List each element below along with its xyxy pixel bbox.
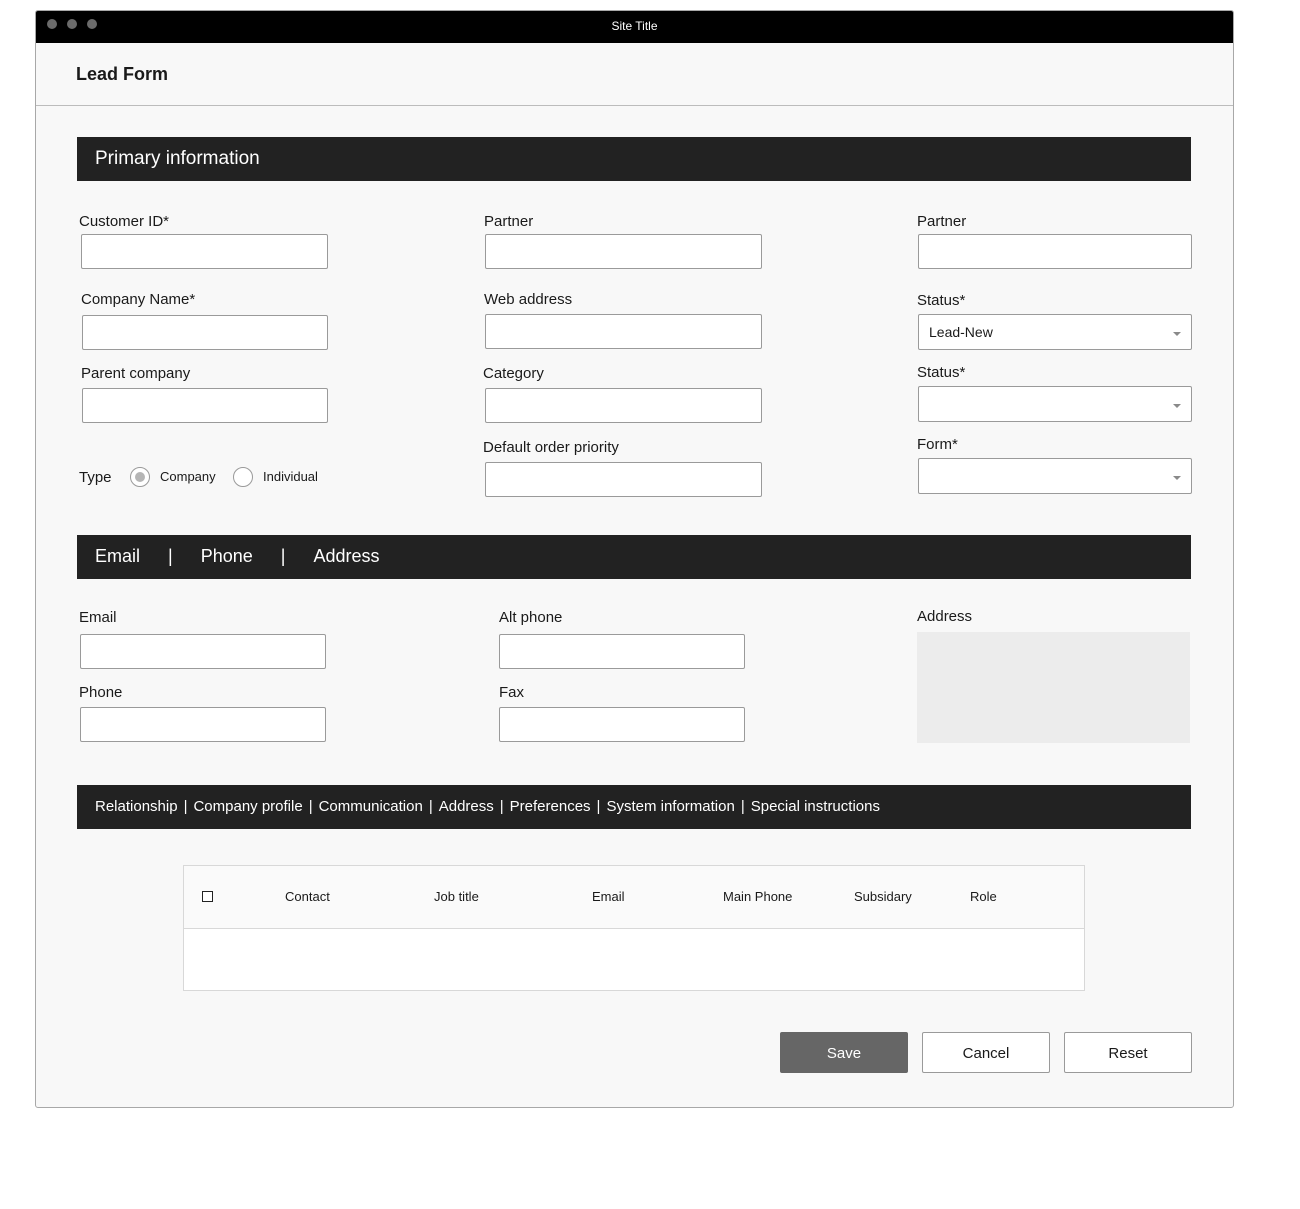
tab-company-profile[interactable]: Company profile bbox=[193, 798, 303, 815]
email-input[interactable] bbox=[80, 634, 326, 669]
tab-separator: | bbox=[183, 798, 188, 815]
column-header-main-phone[interactable]: Main Phone bbox=[723, 889, 793, 904]
partner2-input[interactable] bbox=[918, 234, 1192, 269]
phone-label: Phone bbox=[79, 684, 123, 701]
parent-company-input[interactable] bbox=[82, 388, 328, 423]
detail-tabs-bar bbox=[77, 785, 1191, 829]
fax-label: Fax bbox=[499, 684, 525, 701]
alt-phone-label: Alt phone bbox=[499, 609, 563, 626]
customer-id-label: Customer ID* bbox=[79, 213, 170, 230]
status2-label: Status* bbox=[917, 364, 966, 381]
table-header bbox=[184, 866, 1084, 929]
tab-phone[interactable]: Phone bbox=[200, 546, 253, 566]
partner-label: Partner bbox=[484, 213, 534, 230]
address-textarea[interactable] bbox=[917, 632, 1190, 743]
web-address-input[interactable] bbox=[485, 314, 762, 349]
status-label: Status* bbox=[917, 292, 966, 309]
default-order-priority-input[interactable] bbox=[485, 462, 762, 497]
default-order-priority-label: Default order priority bbox=[483, 439, 619, 456]
tab-separator: | bbox=[280, 546, 286, 566]
section-title: Primary information bbox=[95, 148, 260, 169]
page-header bbox=[36, 43, 1233, 106]
chevron-down-icon bbox=[1173, 476, 1181, 480]
tab-separator: | bbox=[428, 798, 433, 815]
primary-information-header bbox=[77, 137, 1191, 181]
type-company-label: Company bbox=[160, 469, 216, 484]
column-header-email[interactable]: Email bbox=[592, 889, 625, 904]
tab-separator: | bbox=[499, 798, 504, 815]
chevron-down-icon bbox=[1173, 404, 1181, 408]
column-header-job-title[interactable]: Job title bbox=[434, 889, 479, 904]
tab-separator: | bbox=[740, 798, 745, 815]
save-button[interactable]: Save bbox=[780, 1032, 908, 1073]
type-label: Type bbox=[79, 469, 112, 486]
status-value: Lead-New bbox=[929, 324, 993, 340]
category-input[interactable] bbox=[485, 388, 762, 423]
contact-tabs-bar bbox=[77, 535, 1191, 579]
fax-input[interactable] bbox=[499, 707, 745, 742]
page-title: Lead Form bbox=[76, 64, 169, 84]
tab-system-information[interactable]: System information bbox=[606, 798, 735, 815]
tab-relationship[interactable]: Relationship bbox=[95, 798, 178, 815]
alt-phone-input[interactable] bbox=[499, 634, 745, 669]
browser-window bbox=[35, 10, 1234, 1108]
tab-address[interactable]: Address bbox=[313, 546, 380, 566]
company-name-label: Company Name* bbox=[81, 291, 196, 308]
tab-email[interactable]: Email bbox=[95, 546, 141, 566]
form-label: Form* bbox=[917, 436, 958, 453]
chevron-down-icon bbox=[1173, 332, 1181, 336]
contacts-table bbox=[183, 865, 1085, 991]
tab-special-instructions[interactable]: Special instructions bbox=[750, 798, 880, 815]
partner-input[interactable] bbox=[485, 234, 762, 269]
column-header-subsidary[interactable]: Subsidary bbox=[854, 889, 912, 904]
select-all-checkbox[interactable] bbox=[202, 891, 213, 902]
column-header-role[interactable]: Role bbox=[970, 889, 997, 904]
type-individual-radio[interactable] bbox=[233, 467, 253, 487]
reset-button[interactable]: Reset bbox=[1064, 1032, 1192, 1073]
phone-input[interactable] bbox=[80, 707, 326, 742]
status2-select[interactable] bbox=[918, 386, 1192, 422]
address-label: Address bbox=[917, 608, 973, 625]
company-name-input[interactable] bbox=[82, 315, 328, 350]
parent-company-label: Parent company bbox=[81, 365, 191, 382]
tab-separator: | bbox=[168, 546, 173, 566]
customer-id-input[interactable] bbox=[81, 234, 328, 269]
tab-separator: | bbox=[596, 798, 601, 815]
tab-address-detail[interactable]: Address bbox=[438, 798, 494, 815]
type-company-radio[interactable] bbox=[130, 467, 150, 487]
category-label: Category bbox=[483, 365, 544, 382]
tab-separator: | bbox=[308, 798, 313, 815]
tab-communication[interactable]: Communication bbox=[318, 798, 423, 815]
tab-preferences[interactable]: Preferences bbox=[509, 798, 591, 815]
partner2-label: Partner bbox=[917, 213, 967, 230]
cancel-button[interactable]: Cancel bbox=[922, 1032, 1050, 1073]
window-title: Site Title bbox=[611, 19, 658, 33]
status-select[interactable] bbox=[918, 314, 1192, 350]
column-header-contact[interactable]: Contact bbox=[285, 889, 330, 904]
form-select[interactable] bbox=[918, 458, 1192, 494]
type-individual-label: Individual bbox=[263, 469, 318, 484]
window-titlebar bbox=[36, 11, 1233, 43]
web-address-label: Web address bbox=[484, 291, 573, 308]
email-label: Email bbox=[79, 609, 117, 626]
